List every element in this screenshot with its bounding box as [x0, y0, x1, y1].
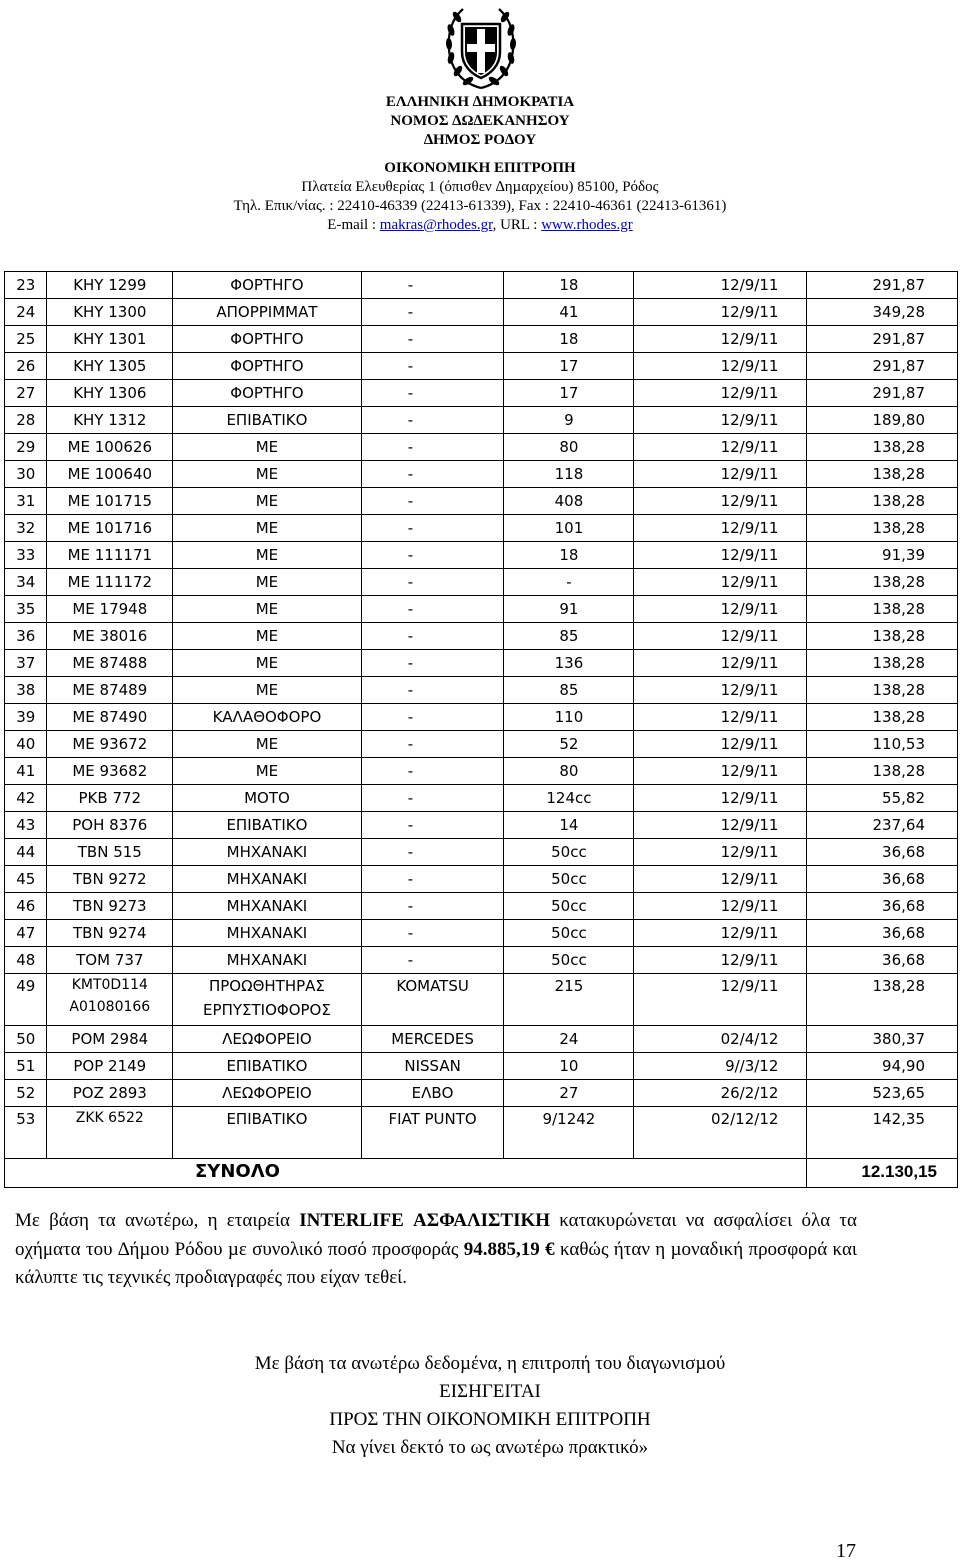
capacity-cell: 85 — [504, 677, 634, 704]
vehicle-type-cell: ΕΠΙΒΑΤΙΚΟ — [173, 407, 362, 434]
capacity-cell: 91 — [504, 596, 634, 623]
row-number-cell: 41 — [5, 758, 47, 785]
capacity-cell: 50cc — [504, 947, 634, 974]
premium-cell: 138,28 — [807, 704, 958, 731]
premium-cell: 36,68 — [807, 947, 958, 974]
date-cell: 12/9/11 — [634, 542, 807, 569]
recommendation-line-2: ΕΙΣΗΓΕΙΤΑΙ — [439, 1381, 541, 1402]
recommendation-line-4: Να γίνει δεκτό το ως ανωτέρω πρακτικό» — [331, 1437, 649, 1458]
recommendation-block — [90, 1350, 890, 1462]
row-number-cell: 48 — [5, 947, 47, 974]
row-number-cell: 40 — [5, 731, 47, 758]
plate-cell: ΜΕ 101716 — [47, 515, 173, 542]
row-number-cell: 45 — [5, 866, 47, 893]
row-number-cell: 27 — [5, 380, 47, 407]
brand-cell: - — [361, 353, 504, 380]
capacity-cell: 9/1242 — [504, 1107, 634, 1159]
contact-line — [0, 216, 960, 235]
plate-cell: ΜΕ 101715 — [47, 488, 173, 515]
brand-cell: - — [361, 812, 504, 839]
capacity-cell: 408 — [504, 488, 634, 515]
winning-company: INTERLIFE ΑΣΦΑΛΙΣΤΙΚΗ — [299, 1210, 551, 1231]
brand-cell: KOMATSU — [361, 974, 504, 1026]
brand-cell: - — [361, 434, 504, 461]
vehicle-type-cell: ΜΕ — [173, 488, 362, 515]
vehicle-type-cell: ΠΡΟΩΘΗΤΗΡΑΣ ΕΡΠΥΣΤΙΟΦΟΡΟΣ — [173, 974, 362, 1026]
table-row — [5, 974, 958, 1026]
address-line: Πλατεία Ελευθερίας 1 (όπισθεν ∆ηµαρχείου) 85100, Ρόδος — [301, 179, 659, 195]
table-row — [5, 515, 958, 542]
premium-cell: 110,53 — [807, 731, 958, 758]
committee-title: ΟΙΚΟΝΟΜΙΚΗ ΕΠΙΤΡΟΠΗ — [384, 160, 576, 176]
table-row — [5, 461, 958, 488]
vehicle-type-cell: ΜΗΧΑΝΑΚΙ — [173, 947, 362, 974]
capacity-cell: - — [504, 569, 634, 596]
plate-cell: KMT0D114 A01080166 — [47, 974, 173, 1026]
capacity-cell: 85 — [504, 623, 634, 650]
row-number-cell: 50 — [5, 1026, 47, 1053]
table-row — [5, 866, 958, 893]
brand-cell: - — [361, 299, 504, 326]
capacity-cell: 9 — [504, 407, 634, 434]
vehicle-type-cell: ΜΕ — [173, 731, 362, 758]
plate-cell: ΜΕ 111171 — [47, 542, 173, 569]
table-row — [5, 1026, 958, 1053]
premium-cell: 36,68 — [807, 866, 958, 893]
plate-cell: ΜΕ 87490 — [47, 704, 173, 731]
premium-cell: 349,28 — [807, 299, 958, 326]
capacity-cell: 18 — [504, 326, 634, 353]
row-number-cell: 29 — [5, 434, 47, 461]
capacity-cell: 215 — [504, 974, 634, 1026]
table-row — [5, 1053, 958, 1080]
plate-cell: ΡΚΒ 772 — [47, 785, 173, 812]
vehicle-type-cell: ΦΟΡΤΗΓΟ — [173, 353, 362, 380]
premium-cell: 94,90 — [807, 1053, 958, 1080]
brand-cell: - — [361, 623, 504, 650]
premium-cell: 138,28 — [807, 758, 958, 785]
row-number-cell: 23 — [5, 272, 47, 299]
brand-cell: ΕΛΒΟ — [361, 1080, 504, 1107]
capacity-cell: 18 — [504, 272, 634, 299]
offer-amount: 94.885,19 € — [463, 1238, 555, 1260]
plate-cell: ΖΚΚ 6522 — [47, 1107, 173, 1159]
premium-cell: 36,68 — [807, 839, 958, 866]
date-cell: 12/9/11 — [634, 407, 807, 434]
table-row — [5, 272, 958, 299]
premium-cell: 138,28 — [807, 677, 958, 704]
row-number-cell: 30 — [5, 461, 47, 488]
row-number-cell: 28 — [5, 407, 47, 434]
premium-cell: 138,28 — [807, 515, 958, 542]
recommendation-line-3: ΠΡΟΣ ΤΗΝ ΟΙΚΟΝΟΜΙΚΗ ΕΠΙΤΡΟΠΗ — [329, 1409, 651, 1430]
brand-cell: - — [361, 461, 504, 488]
brand-cell: - — [361, 488, 504, 515]
table-row — [5, 434, 958, 461]
row-number-cell: 24 — [5, 299, 47, 326]
premium-cell: 138,28 — [807, 650, 958, 677]
date-cell: 12/9/11 — [634, 380, 807, 407]
capacity-cell: 27 — [504, 1080, 634, 1107]
plate-cell: ΡΟΖ 2893 — [47, 1080, 173, 1107]
date-cell: 02/12/12 — [634, 1107, 807, 1159]
recommendation-line-1: Με βάση τα ανωτέρω δεδοµένα, η επιτροπή του διαγωνισµού — [254, 1353, 726, 1374]
brand-cell: - — [361, 542, 504, 569]
plate-cell: ΚΗΥ 1305 — [47, 353, 173, 380]
brand-cell: - — [361, 758, 504, 785]
award-text-start: Με βάση τα ανωτέρω, η εταιρεία — [15, 1210, 300, 1231]
premium-cell: 91,39 — [807, 542, 958, 569]
award-text-end: καθώς ήταν η µοναδική προσφορά και κάλυπτε τις τεχνικές προδιαγραφές που είχαν τεθεί. — [15, 1238, 858, 1288]
vehicle-type-cell: ΜΗΧΑΝΑΚΙ — [173, 839, 362, 866]
plate-cell: ΜΕ 17948 — [47, 596, 173, 623]
date-cell: 12/9/11 — [634, 704, 807, 731]
brand-cell: - — [361, 272, 504, 299]
capacity-cell: 136 — [504, 650, 634, 677]
plate-cell: ΤΟΜ 737 — [47, 947, 173, 974]
total-row — [5, 1159, 958, 1188]
table-row — [5, 1080, 958, 1107]
date-cell: 12/9/11 — [634, 839, 807, 866]
brand-cell: FIAT PUNTO — [361, 1107, 504, 1159]
row-number-cell: 42 — [5, 785, 47, 812]
brand-cell: - — [361, 947, 504, 974]
row-number-cell: 25 — [5, 326, 47, 353]
capacity-cell: 14 — [504, 812, 634, 839]
vehicle-type-cell: ΛΕΩΦΟΡΕΙΟ — [173, 1026, 362, 1053]
capacity-cell: 101 — [504, 515, 634, 542]
table-row — [5, 758, 958, 785]
brand-cell: - — [361, 731, 504, 758]
vehicle-type-cell: ΑΠΟΡΡΙΜΜΑΤ — [173, 299, 362, 326]
date-cell: 12/9/11 — [634, 488, 807, 515]
vehicle-type-cell: ΜΕ — [173, 515, 362, 542]
date-cell: 12/9/11 — [634, 947, 807, 974]
phone-line: Τηλ. Επικ/νίας. : 22410-46339 (22413-61339), Fax : 22410-46361 (22413-61361) — [233, 198, 727, 214]
row-number-cell: 34 — [5, 569, 47, 596]
table-row — [5, 704, 958, 731]
capacity-cell: 50cc — [504, 866, 634, 893]
table-row — [5, 623, 958, 650]
republic-title: ΕΛΛΗΝΙΚΗ ∆ΗΜΟΚΡΑΤΙΑ — [385, 94, 575, 110]
vehicle-insurance-table — [4, 271, 958, 1188]
capacity-cell: 10 — [504, 1053, 634, 1080]
row-number-cell: 38 — [5, 677, 47, 704]
table-row — [5, 947, 958, 974]
row-number-cell: 36 — [5, 623, 47, 650]
table-row — [5, 299, 958, 326]
brand-cell: - — [361, 785, 504, 812]
row-number-cell: 32 — [5, 515, 47, 542]
brand-cell: - — [361, 380, 504, 407]
table-row — [5, 596, 958, 623]
date-cell: 12/9/11 — [634, 434, 807, 461]
brand-cell: - — [361, 596, 504, 623]
plate-cell: ΚΗΥ 1312 — [47, 407, 173, 434]
brand-cell: NISSAN — [361, 1053, 504, 1080]
plate-cell: ΜΕ 38016 — [47, 623, 173, 650]
capacity-cell: 50cc — [504, 839, 634, 866]
brand-cell: - — [361, 677, 504, 704]
plate-cell: ΜΕ 87488 — [47, 650, 173, 677]
date-cell: 12/9/11 — [634, 812, 807, 839]
vehicle-type-cell: ΜΕ — [173, 569, 362, 596]
total-value: 12.130,15 — [807, 1159, 958, 1188]
table-row — [5, 650, 958, 677]
brand-cell: - — [361, 569, 504, 596]
date-cell: 12/9/11 — [634, 299, 807, 326]
total-label: ΣΥΝΟΛΟ — [5, 1159, 807, 1188]
email-label: E-mail : — [327, 217, 380, 233]
row-number-cell: 47 — [5, 920, 47, 947]
table-row — [5, 677, 958, 704]
plate-cell: ΚΗΥ 1299 — [47, 272, 173, 299]
table-row — [5, 812, 958, 839]
prefecture-title: ΝΟΜΟΣ ∆Ω∆ΕΚΑΝΗΣΟΥ — [390, 113, 570, 129]
premium-cell: 523,65 — [807, 1080, 958, 1107]
vehicle-type-cell: ΦΟΡΤΗΓΟ — [173, 380, 362, 407]
premium-cell: 138,28 — [807, 569, 958, 596]
vehicle-type-cell: ΜΕ — [173, 434, 362, 461]
vehicle-type-cell: ΦΟΡΤΗΓΟ — [173, 272, 362, 299]
brand-cell: MERCEDES — [361, 1026, 504, 1053]
table-row — [5, 1107, 958, 1159]
capacity-cell: 110 — [504, 704, 634, 731]
vehicle-type-cell: ΜΕ — [173, 758, 362, 785]
row-number-cell: 26 — [5, 353, 47, 380]
plate-cell: ΜΕ 93672 — [47, 731, 173, 758]
plate-cell: ΚΗΥ 1300 — [47, 299, 173, 326]
row-number-cell: 52 — [5, 1080, 47, 1107]
row-number-cell: 49 — [5, 974, 47, 1026]
plate-cell: ΚΗΥ 1301 — [47, 326, 173, 353]
table-row — [5, 839, 958, 866]
plate-cell: ΜΕ 100640 — [47, 461, 173, 488]
plate-cell: ΜΕ 111172 — [47, 569, 173, 596]
premium-cell: 138,28 — [807, 596, 958, 623]
table-row — [5, 731, 958, 758]
table-row — [5, 326, 958, 353]
row-number-cell: 33 — [5, 542, 47, 569]
row-number-cell: 44 — [5, 839, 47, 866]
url-label: , URL : — [492, 217, 542, 233]
date-cell: 12/9/11 — [634, 920, 807, 947]
vehicle-type-cell: ΜΕ — [173, 650, 362, 677]
vehicle-type-cell: ΕΠΙΒΑΤΙΚΟ — [173, 1053, 362, 1080]
plate-cell: ΤΒΝ 515 — [47, 839, 173, 866]
row-number-cell: 35 — [5, 596, 47, 623]
table-row — [5, 353, 958, 380]
capacity-cell: 80 — [504, 434, 634, 461]
vehicle-type-cell: ΦΟΡΤΗΓΟ — [173, 326, 362, 353]
row-number-cell: 31 — [5, 488, 47, 515]
row-number-cell: 43 — [5, 812, 47, 839]
vehicle-type-cell: ΕΠΙΒΑΤΙΚΟ — [173, 1107, 362, 1159]
date-cell: 12/9/11 — [634, 272, 807, 299]
premium-cell: 237,64 — [807, 812, 958, 839]
table-row — [5, 569, 958, 596]
brand-cell: - — [361, 515, 504, 542]
capacity-cell: 118 — [504, 461, 634, 488]
capacity-cell: 50cc — [504, 893, 634, 920]
letterhead — [0, 93, 960, 235]
brand-cell: - — [361, 839, 504, 866]
plate-cell: ΜΕ 87489 — [47, 677, 173, 704]
award-paragraph — [15, 1207, 857, 1293]
table-row — [5, 920, 958, 947]
date-cell: 12/9/11 — [634, 677, 807, 704]
brand-cell: - — [361, 920, 504, 947]
vehicle-type-cell: ΜΕ — [173, 461, 362, 488]
date-cell: 12/9/11 — [634, 353, 807, 380]
plate-cell: ΡΟΜ 2984 — [47, 1026, 173, 1053]
table-row — [5, 407, 958, 434]
capacity-cell: 80 — [504, 758, 634, 785]
brand-cell: - — [361, 704, 504, 731]
vehicle-type-cell: ΜΟΤΟ — [173, 785, 362, 812]
date-cell: 12/9/11 — [634, 893, 807, 920]
vehicle-type-cell: ΕΠΙΒΑΤΙΚΟ — [173, 812, 362, 839]
vehicle-type-cell: ΚΑΛΑΘΟΦΟΡΟ — [173, 704, 362, 731]
premium-cell: 138,28 — [807, 974, 958, 1026]
row-number-cell: 46 — [5, 893, 47, 920]
date-cell: 12/9/11 — [634, 974, 807, 1026]
capacity-cell: 41 — [504, 299, 634, 326]
plate-cell: ΤΒΝ 9274 — [47, 920, 173, 947]
premium-cell: 142,35 — [807, 1107, 958, 1159]
premium-cell: 55,82 — [807, 785, 958, 812]
premium-cell: 138,28 — [807, 623, 958, 650]
plate-cell: ΤΒΝ 9273 — [47, 893, 173, 920]
page-number: 17 — [836, 1540, 856, 1562]
vehicle-type-cell: ΜΕ — [173, 542, 362, 569]
email-link[interactable]: makras@rhodes.gr — [379, 217, 493, 233]
capacity-cell: 50cc — [504, 920, 634, 947]
capacity-cell: 17 — [504, 353, 634, 380]
brand-cell: - — [361, 866, 504, 893]
date-cell: 12/9/11 — [634, 623, 807, 650]
table-row — [5, 542, 958, 569]
premium-cell: 291,87 — [807, 272, 958, 299]
premium-cell: 138,28 — [807, 434, 958, 461]
vehicle-type-cell: ΜΕ — [173, 677, 362, 704]
date-cell: 12/9/11 — [634, 785, 807, 812]
premium-cell: 380,37 — [807, 1026, 958, 1053]
coat-of-arms-icon — [443, 4, 519, 92]
vehicle-type-cell: ΜΗΧΑΝΑΚΙ — [173, 920, 362, 947]
date-cell: 12/9/11 — [634, 515, 807, 542]
table-row — [5, 785, 958, 812]
plate-cell: ΡΟΡ 2149 — [47, 1053, 173, 1080]
row-number-cell: 51 — [5, 1053, 47, 1080]
plate-cell: ΜΕ 93682 — [47, 758, 173, 785]
date-cell: 12/9/11 — [634, 326, 807, 353]
row-number-cell: 39 — [5, 704, 47, 731]
premium-cell: 189,80 — [807, 407, 958, 434]
date-cell: 12/9/11 — [634, 461, 807, 488]
premium-cell: 291,87 — [807, 353, 958, 380]
premium-cell: 36,68 — [807, 920, 958, 947]
capacity-cell: 24 — [504, 1026, 634, 1053]
capacity-cell: 18 — [504, 542, 634, 569]
vehicle-type-cell: ΜΕ — [173, 596, 362, 623]
municipality-title: ∆ΗΜΟΣ ΡΟ∆ΟΥ — [423, 132, 537, 148]
date-cell: 12/9/11 — [634, 758, 807, 785]
table-row — [5, 380, 958, 407]
table-row — [5, 893, 958, 920]
vehicle-type-cell: ΜΗΧΑΝΑΚΙ — [173, 893, 362, 920]
capacity-cell: 124cc — [504, 785, 634, 812]
premium-cell: 138,28 — [807, 488, 958, 515]
brand-cell: - — [361, 650, 504, 677]
date-cell: 12/9/11 — [634, 650, 807, 677]
table-row — [5, 488, 958, 515]
brand-cell: - — [361, 893, 504, 920]
plate-cell: ΤΒΝ 9272 — [47, 866, 173, 893]
date-cell: 12/9/11 — [634, 596, 807, 623]
plate-cell: ΡΟΗ 8376 — [47, 812, 173, 839]
plate-cell: ΜΕ 100626 — [47, 434, 173, 461]
plate-cell: ΚΗΥ 1306 — [47, 380, 173, 407]
row-number-cell: 53 — [5, 1107, 47, 1159]
date-cell: 02/4/12 — [634, 1026, 807, 1053]
brand-cell: - — [361, 326, 504, 353]
brand-cell: - — [361, 407, 504, 434]
vehicle-type-cell: ΜΗΧΑΝΑΚΙ — [173, 866, 362, 893]
capacity-cell: 17 — [504, 380, 634, 407]
premium-cell: 138,28 — [807, 461, 958, 488]
date-cell: 12/9/11 — [634, 569, 807, 596]
date-cell: 26/2/12 — [634, 1080, 807, 1107]
award-text-middle: κατακυρώνεται να ασφαλίσει όλα τα οχήματα του ∆ήµου Ρόδου µε συνολικό ποσό προσφοράς — [15, 1210, 857, 1260]
date-cell: 12/9/11 — [634, 731, 807, 758]
premium-cell: 291,87 — [807, 380, 958, 407]
date-cell: 9//3/12 — [634, 1053, 807, 1080]
vehicle-type-cell: ΛΕΩΦΟΡΕΙΟ — [173, 1080, 362, 1107]
website-link[interactable]: www.rhodes.gr — [541, 217, 633, 233]
premium-cell: 36,68 — [807, 893, 958, 920]
row-number-cell: 37 — [5, 650, 47, 677]
date-cell: 12/9/11 — [634, 866, 807, 893]
vehicle-type-cell: ΜΕ — [173, 623, 362, 650]
capacity-cell: 52 — [504, 731, 634, 758]
premium-cell: 291,87 — [807, 326, 958, 353]
